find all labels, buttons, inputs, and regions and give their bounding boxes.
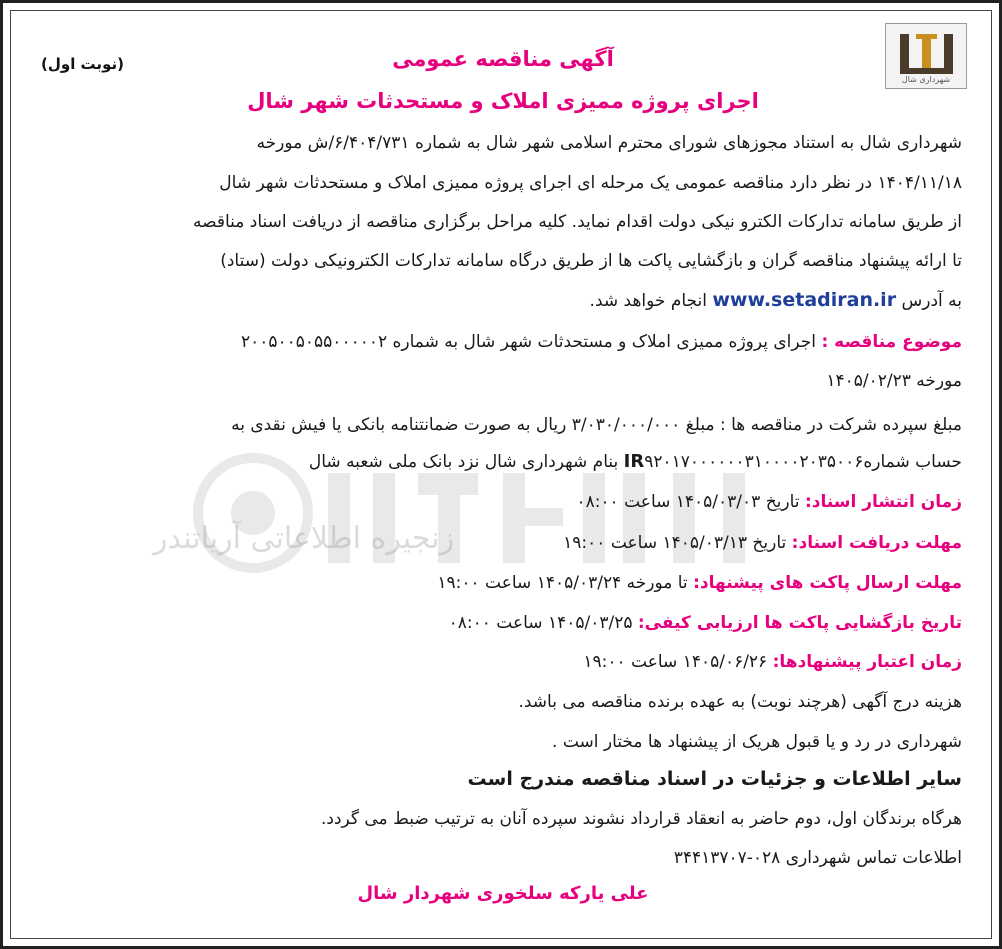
- intro-line-4: تا ارائه پیشنهاد مناقصه گران و بازگشایی پاکت ها از طریق درگاه سامانه تدارکات الکترونیکی دولت (ستاد): [220, 251, 962, 271]
- iban-digits: ۹۲۰۱۷۰۰۰۰۰۰۳۱۰۰۰۰۲۰۳۵۰۰۶: [644, 452, 864, 472]
- date-label: زمان انتشار اسناد:: [804, 492, 962, 512]
- subject-line: [241, 330, 962, 354]
- iban-number: [624, 452, 864, 472]
- mayor-signature: علی یارکه سلخوری شهردار شال: [357, 883, 649, 904]
- intro-address-line: [590, 288, 962, 313]
- subject-text: اجرای پروژه ممیزی املاک و مستحدثات شهر شال به شماره ۲۰۰۵۰۰۵۰۵۵۰۰۰۰۰۲: [241, 332, 817, 352]
- date-label: مهلت دریافت اسناد:: [791, 533, 962, 553]
- date-value: تا مورخه ۱۴۰۵/۰۳/۲۴ ساعت ۱۹:۰۰: [437, 573, 688, 593]
- note-contact: اطلاعات تماس شهرداری ۰۲۸-۳۴۴۱۳۷۰۷: [673, 848, 962, 868]
- deposit-line-2: [309, 450, 962, 474]
- date-label: زمان اعتبار پیشنهادها:: [772, 652, 962, 672]
- notice-title: آگهی مناقصه عمومی: [392, 47, 614, 71]
- date-row-opening: [449, 611, 962, 635]
- note-rights: شهرداری در رد و یا قبول هریک از پیشنهاد ها مختار است .: [552, 732, 962, 752]
- note-info: سایر اطلاعات و جزئیات در اسناد مناقصه مندرج است: [467, 768, 962, 790]
- intro-line-2: ۱۴۰۴/۱۱/۱۸ در نظر دارد مناقصه عمومی یک مرحله ای اجرای پروژه ممیزی املاک و مستحدثات شهر شال: [219, 173, 962, 193]
- date-row-publish: [576, 490, 962, 514]
- subject-date: مورخه ۱۴۰۵/۰۲/۲۳: [826, 371, 962, 391]
- account-suffix: بنام شهرداری شال نزد بانک ملی شعبه شال: [308, 452, 619, 472]
- date-value: تاریخ ۱۴۰۵/۰۳/۱۳ ساعت ۱۹:۰۰: [563, 533, 787, 553]
- intro-line-3: از طریق سامانه تدارکات الکترو نیکی دولت اقدام نماید. کلیه مراحل برگزاری مناقصه از دریافت اسناد مناقصه: [192, 212, 962, 232]
- date-row-validity: [583, 650, 962, 674]
- date-value: ۱۴۰۵/۰۳/۲۵ ساعت ۰۸:۰۰: [448, 613, 633, 633]
- date-row-submit: [437, 571, 962, 595]
- setadiran-link[interactable]: www.setadiran.ir: [712, 289, 897, 311]
- iban-prefix: IR: [623, 451, 645, 472]
- date-row-receive: [563, 531, 962, 555]
- deposit-line-1: مبلغ سپرده شرکت در مناقصه ها : مبلغ ۳/۰۳۰/۰۰۰/۰۰۰ ریال به صورت ضمانتنامه بانکی یا فیش نقدی به: [231, 415, 962, 435]
- municipality-logo: [885, 23, 967, 89]
- subject-label: موضوع مناقصه :: [821, 332, 962, 352]
- date-value: ۱۴۰۵/۰۶/۲۶ ساعت ۱۹:۰۰: [583, 652, 768, 672]
- address-suffix: انجام خواهد شد.: [589, 291, 707, 311]
- date-label: تاریخ بازگشایی پاکت ها ارزیابی کیفی:: [637, 613, 962, 633]
- account-prefix: حساب شماره: [863, 452, 962, 472]
- address-prefix: به آدرس: [901, 291, 962, 311]
- logo-caption: شهرداری شال: [901, 75, 951, 84]
- edition-label: (نوبت اول): [41, 55, 124, 73]
- note-cost: هزینه درج آگهی (هرچند نوبت) به عهده برنده مناقصه می باشد.: [518, 692, 962, 712]
- date-value: تاریخ ۱۴۰۵/۰۳/۰۳ ساعت ۰۸:۰۰: [576, 492, 800, 512]
- watermark-subtitle: زنجیره اطلاعاتی آریاتندر: [153, 521, 455, 556]
- date-label: مهلت ارسال پاکت های پیشنهاد:: [693, 573, 962, 593]
- note-winners: هرگاه برندگان اول، دوم حاضر به انعقاد قرارداد نشوند سپرده آنان به ترتیب ضبط می گردد.: [320, 809, 962, 829]
- intro-line-1: شهرداری شال به استناد مجوزهای شورای محترم اسلامی شهر شال به شماره ۶/۴۰۴/۷۳۱/ش مورخه: [256, 133, 962, 153]
- notice-subtitle: اجرای پروژه ممیزی املاک و مستحدثات شهر شال: [247, 89, 759, 113]
